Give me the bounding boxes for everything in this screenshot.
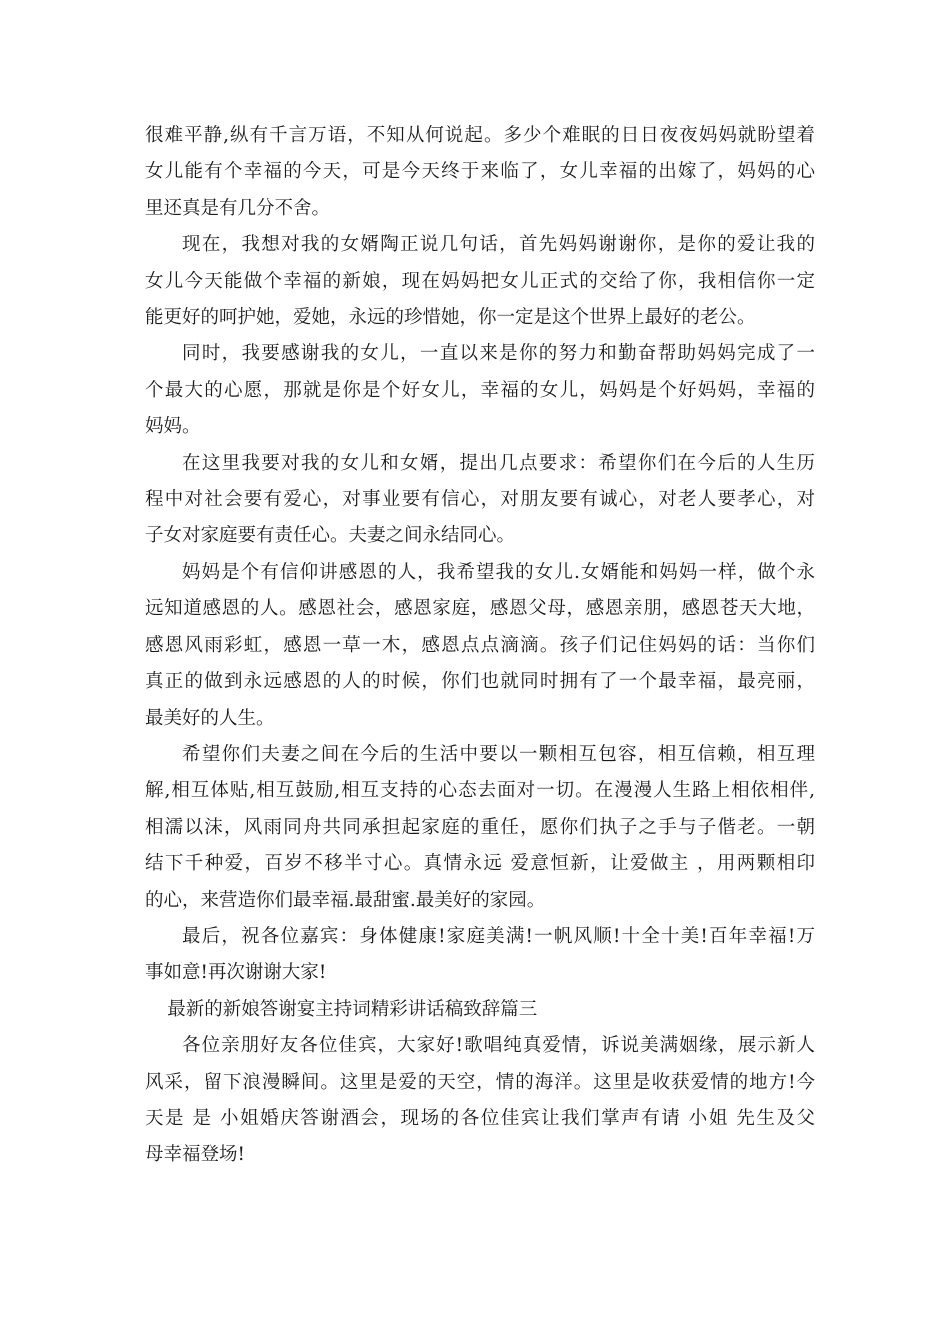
paragraph-8	[145, 1028, 815, 1174]
heading-line: 最新的新娘答谢宴主持词精彩讲话稿致辞篇三	[167, 998, 538, 1020]
paragraph-1	[145, 227, 815, 336]
text-line: 感恩风雨彩虹，感恩一草一木，感恩点点滴滴。孩子们记住妈妈的话：当你们	[145, 634, 815, 656]
text-line: 妈妈。	[145, 416, 201, 438]
text-line: 在这里我要对我的女儿和女婿，提出几点要求：希望你们在今后的人生历	[182, 452, 815, 474]
section-heading	[145, 992, 815, 1028]
paragraph-4	[145, 555, 815, 737]
text-line: 真正的做到永远感恩的人的时候，你们也就同时拥有了一个最幸福，最亮丽，	[145, 671, 815, 693]
text-line: 妈妈是个有信仰讲感恩的人，我希望我的女儿.女婿能和妈妈一样，做个永	[182, 561, 815, 583]
text-line: 能更好的呵护她，爱她，永远的珍惜她，你一定是这个世界上最好的老公。	[145, 307, 756, 329]
text-line: 相濡以沫，风雨同舟共同承担起家庭的重任，愿你们执子之手与子偕老。一朝	[145, 816, 815, 838]
text-line: 远知道感恩的人。感恩社会，感恩家庭，感恩父母，感恩亲朋，感恩苍天大地，	[145, 598, 815, 620]
document-page	[145, 118, 815, 1174]
text-line: 最后，祝各位嘉宾：身体健康!家庭美满!一帆风顺!十全十美!百年幸福!万	[182, 925, 815, 947]
text-line: 里还真是有几分不舍。	[145, 197, 331, 219]
text-line: 个最大的心愿，那就是你是个好女儿，幸福的女儿，妈妈是个好妈妈，幸福的	[145, 379, 815, 401]
text-line: 女儿今天能做个幸福的新娘，现在妈妈把女儿正式的交给了你，我相信你一定	[145, 270, 815, 292]
text-line: 希望你们夫妻之间在今后的生活中要以一颗相互包容，相互信赖，相互理	[182, 743, 815, 765]
paragraph-3	[145, 446, 815, 555]
text-line: 子女对家庭要有责任心。夫妻之间永结同心。	[145, 525, 516, 547]
text-line: 天是 是 小姐婚庆答谢酒会，现场的各位佳宾让我们掌声有请 小姐 先生及父	[145, 1107, 815, 1129]
text-line: 最美好的人生。	[145, 707, 275, 729]
text-line: 程中对社会要有爱心，对事业要有信心，对朋友要有诚心，对老人要孝心，对	[145, 489, 815, 511]
text-line: 的心，来营造你们最幸福.最甜蜜.最美好的家园。	[145, 889, 546, 911]
text-line: 各位亲朋好友各位佳宾，大家好!歌唱纯真爱情，诉说美满姻缘，展示新人	[182, 1035, 815, 1057]
text-line: 女儿能有个幸福的今天，可是今天终于来临了，女儿幸福的出嫁了，妈妈的心	[145, 161, 815, 183]
text-line: 同时，我要感谢我的女儿，一直以来是你的努力和勤奋帮助妈妈完成了一	[182, 343, 815, 365]
text-line: 事如意!再次谢谢大家!	[145, 962, 327, 984]
text-line: 风采，留下浪漫瞬间。这里是爱的天空，情的海洋。这里是收获爱情的地方!今	[145, 1071, 815, 1093]
paragraph-5	[145, 737, 815, 919]
paragraph-0	[145, 118, 815, 227]
paragraph-6	[145, 919, 815, 992]
text-line: 现在，我想对我的女婿陶正说几句话，首先妈妈谢谢你，是你的爱让我的	[182, 234, 815, 256]
text-line: 解,相互体贴,相互鼓励,相互支持的心态去面对一切。在漫漫人生路上相依相伴,	[145, 780, 815, 802]
text-line: 很难平静,纵有千言万语，不知从何说起。多少个难眠的日日夜夜妈妈就盼望着	[145, 125, 815, 146]
text-line: 母幸福登场!	[145, 1144, 245, 1166]
paragraph-2	[145, 336, 815, 445]
text-line: 结下千种爱，百岁不移半寸心。真情永远 爱意恒新，让爱做主 ，用两颗相印	[145, 853, 815, 875]
